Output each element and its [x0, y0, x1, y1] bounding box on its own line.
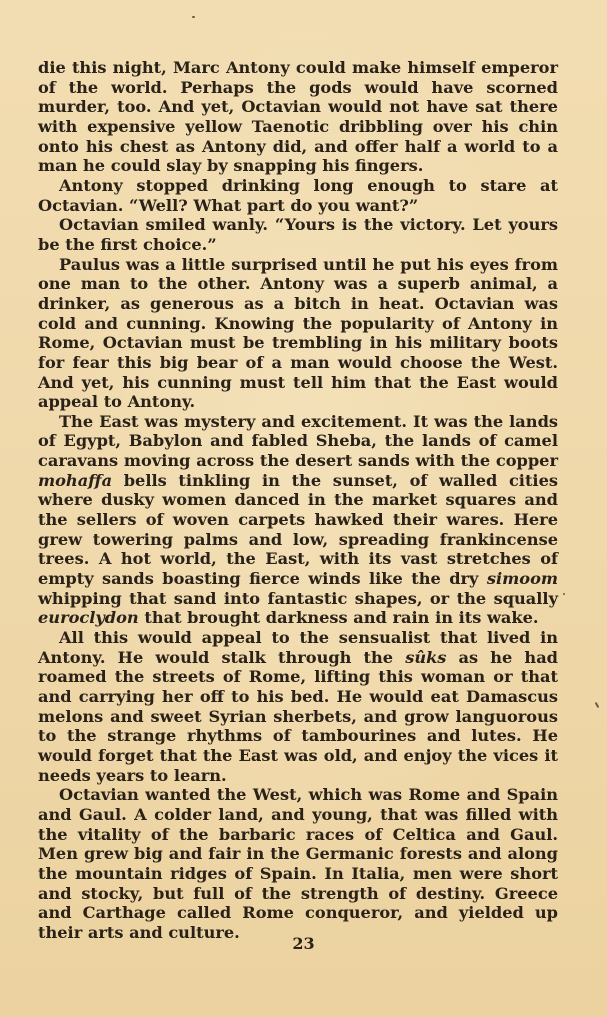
body-text	[38, 58, 558, 943]
text-segment: Antony stopped drinking long enough to stare at Octavian. “Well? What part do you want?”	[38, 175, 558, 215]
text-segment: All this would appeal to the sensualist that lived in Antony. He would stalk through the	[38, 628, 558, 667]
paper-speck	[192, 16, 195, 18]
paragraph-4	[38, 255, 558, 412]
text-segment: The East was mystery and excitement. It was the lands of Egypt, Babylon and fabled Sheba, the lands of camel caravans moving across the desert sands with the copper	[38, 411, 558, 471]
text-segment: Paulus was a little surprised until he put his eyes from one man to the other. Antony was a superb animal, a drinker, as generous as a bitch in heat. Octavian was cold and cunning. Knowing the popularity of Antony in Rome, Octavian must be trembling in his military boots for fear this big bear of a man would choose the West. And yet, his cunning must tell him that the East would appeal to Antony.	[38, 254, 558, 412]
text-segment: as he had roamed the streets of Rome, lifting this woman or that and carrying her off to his bed. He would eat Damascus melons and sweet Syrian sherbets, and grow languorous to the strange rhythms of tambourines and lutes. He would forget that the East was old, and enjoy the vices it needs years to learn.	[38, 647, 558, 785]
text-segment: that brought darkness and rain in its wake.	[138, 608, 539, 628]
paper-speck	[595, 702, 600, 708]
paragraph-5	[38, 412, 558, 628]
paragraph-3	[38, 215, 558, 254]
text-segment: Octavian smiled wanly. “Yours is the victory. Let yours be the first choice.”	[38, 215, 558, 254]
italic-term: mohaffa	[38, 470, 113, 490]
italic-term: euroclydon	[38, 608, 139, 628]
paragraph-6	[38, 628, 558, 785]
text-segment: whipping that sand into fantastic shapes, or the squally	[38, 588, 558, 608]
text-segment: Octavian wanted the West, which was Rome and Spain and Gaul. A colder land, and young, that was filled with the vitality of the barbaric races of Celtica and Gaul. Men grew big and fair in the Germanic forests and along the mountain ridges of Spain. In Italia, men were short and stocky, but full of the strength of destiny. Greece and Carthage called Rome conqueror, and yielded up their arts and culture.	[38, 785, 558, 942]
paragraph-2	[38, 176, 558, 215]
text-segment: die this night, Marc Antony could make himself emperor of the world. Perhaps the gods would have scorned murder, too. And yet, Octavian would not have sat there with expensive yellow Taenotic dribbling over his chin onto his chest as Antony did, and offer half a world to a man he could slay by snapping his fingers.	[38, 58, 558, 176]
italic-term: simoom	[486, 569, 558, 589]
italic-term: sûks	[405, 647, 447, 667]
text-segment: bells tinkling in the sunset, of walled cities where dusky women danced in the market squares and the sellers of woven carpets hawked their wares. Here grew towering palms and low, spreading frankincense trees. A hot world, the East, with its vast stretches of empty sands boasting fierce winds like the dry	[38, 470, 558, 589]
paragraph-1	[38, 58, 558, 176]
page-number: 23	[292, 934, 315, 953]
paragraph-7	[38, 785, 558, 942]
paper-speck	[563, 593, 565, 595]
